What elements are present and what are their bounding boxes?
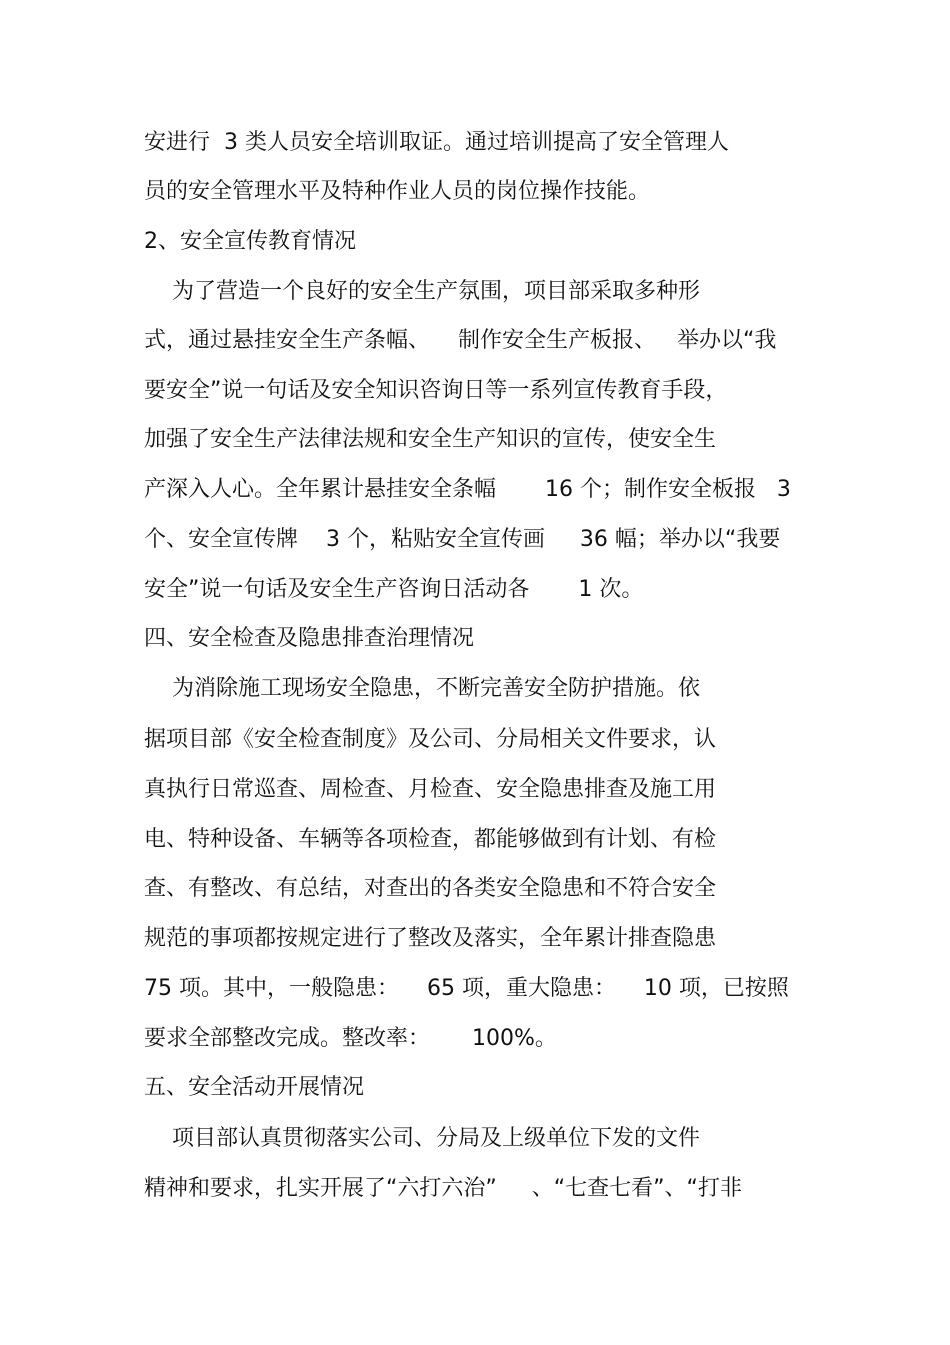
text-line: 规范的事项都按规定进行了整改及落实，全年累计排查隐患 bbox=[144, 926, 717, 951]
text-line: 查、有整改、有总结，对查出的各类安全隐患和不符合安全 bbox=[144, 876, 717, 901]
section-heading: 2、安全宣传教育情况 bbox=[144, 229, 356, 254]
text-line: 安全”说一句话及安全生产咨询日活动各 1 次。 bbox=[144, 577, 644, 602]
text-line: 产深入人心。全年累计悬挂安全条幅 16 个；制作安全板报 3 bbox=[144, 477, 791, 502]
section-heading: 四、安全检查及隐患排查治理情况 bbox=[144, 626, 475, 651]
text-line: 加强了安全生产法律法规和安全生产知识的宣传，使安全生 bbox=[144, 427, 717, 452]
text-line: 个、安全宣传牌 3 个，粘贴安全宣传画 36 幅；举办以“我要 bbox=[144, 527, 781, 552]
text-line: 精神和要求，扎实开展了“六打六治” 、“七查七看”、“打非 bbox=[144, 1176, 742, 1201]
text-line: 要安全”说一句话及安全知识咨询日等一系列宣传教育手段， bbox=[144, 378, 728, 403]
text-line: 要求全部整改完成。整改率： 100%。 bbox=[144, 1026, 557, 1051]
text-line: 员的安全管理水平及特种作业人员的岗位操作技能。 bbox=[144, 179, 651, 204]
section-heading: 五、安全活动开展情况 bbox=[144, 1075, 365, 1100]
text-line: 电、特种设备、车辆等各项检查，都能够做到有计划、有检 bbox=[144, 827, 717, 852]
text-line: 为了营造一个良好的安全生产氛围，项目部采取多种形 bbox=[144, 279, 700, 304]
text-line: 75 项。其中，一般隐患： 65 项，重大隐患： 10 项，已按照 bbox=[144, 976, 789, 1001]
text-line: 据项目部《安全检查制度》及公司、分局相关文件要求，认 bbox=[144, 727, 717, 752]
text-line: 项目部认真贯彻落实公司、分局及上级单位下发的文件 bbox=[144, 1126, 700, 1151]
text-line: 真执行日常巡查、周检查、月检查、安全隐患排查及施工用 bbox=[144, 777, 717, 802]
text-line: 式，通过悬挂安全生产条幅、 制作安全生产板报、 举办以“我 bbox=[144, 328, 777, 353]
text-line: 安进行 3 类人员安全培训取证。通过培训提高了安全管理人 bbox=[144, 130, 729, 155]
text-line: 为消除施工现场安全隐患，不断完善安全防护措施。依 bbox=[144, 676, 700, 701]
